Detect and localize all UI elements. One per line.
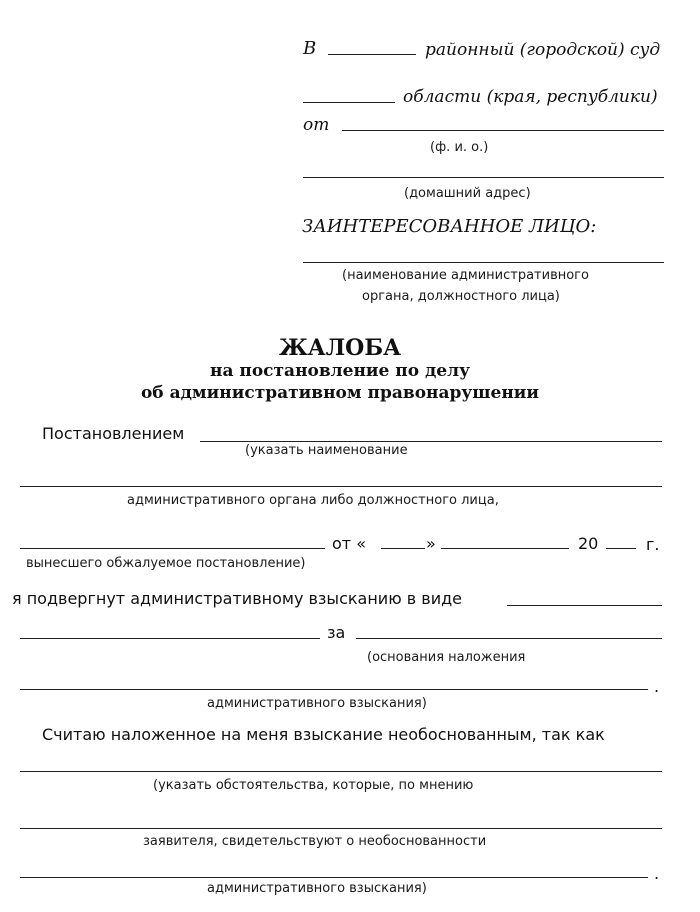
year-suffix: г. [646, 535, 660, 554]
interested-party-line [303, 262, 664, 263]
organ-hint-2: органа, должностного лица) [362, 289, 560, 304]
year-prefix: 20 [578, 534, 599, 553]
basis-line [356, 638, 662, 639]
year-line [606, 548, 636, 549]
hint-organ: административного органа либо должностного лица, [127, 493, 499, 508]
period-1: . [654, 677, 660, 696]
document-subtitle-2: об административном правонарушении [140, 383, 540, 403]
fio-hint: (ф. и. о.) [430, 140, 489, 155]
court-name-line [328, 54, 416, 55]
reason-line-1 [20, 771, 662, 772]
penalty-line-2 [20, 638, 320, 639]
penalty-line [507, 605, 662, 606]
date-quote-close: » [426, 534, 436, 553]
date-month-line [441, 548, 569, 549]
interested-party-label: ЗАИНТЕРЕСОВАННОЕ ЛИЦО: [302, 216, 597, 237]
address-line [303, 177, 664, 178]
consider-label: Считаю наложенное на меня взыскание необоснованным, так как [42, 725, 605, 744]
resolution-line [200, 441, 662, 442]
hint-penalty: административного взыскания) [207, 696, 427, 711]
za-label: за [327, 623, 346, 642]
organ-line [20, 486, 662, 487]
hint-basis: (основания наложения [367, 650, 526, 665]
hint-circumstances: (указать обстоятельства, которые, по мнению [153, 778, 474, 793]
applicant-name-line [342, 130, 664, 131]
date-day-line [381, 548, 425, 549]
hint-penalty-2: административного взыскания) [207, 881, 427, 896]
header-v: В [303, 38, 317, 59]
period-2: . [654, 864, 660, 883]
reason-line-3 [20, 877, 648, 878]
court-type: районный (городской) суд [425, 40, 661, 60]
basis-line-2 [20, 689, 648, 690]
document-subtitle-1: на постановление по делу [210, 361, 470, 381]
hint-name: (указать наименование [245, 443, 408, 458]
hint-applicant: заявителя, свидетельствуют о необоснованности [143, 834, 487, 849]
organ-line-2 [20, 548, 325, 549]
date-prefix: от « [332, 534, 366, 553]
reason-line-2 [20, 828, 662, 829]
organ-hint-1: (наименование административного [342, 268, 589, 283]
resolution-label: Постановлением [42, 424, 185, 443]
region-label: области (края, республики) [403, 87, 658, 107]
address-hint: (домашний адрес) [404, 186, 531, 201]
from-label: от [303, 115, 330, 135]
document-title: ЖАЛОБА [278, 335, 402, 361]
region-line [303, 102, 395, 103]
penalty-label: я подвергнут административному взысканию в виде [12, 589, 462, 608]
hint-issued: вынесшего обжалуемое постановление) [26, 556, 306, 571]
